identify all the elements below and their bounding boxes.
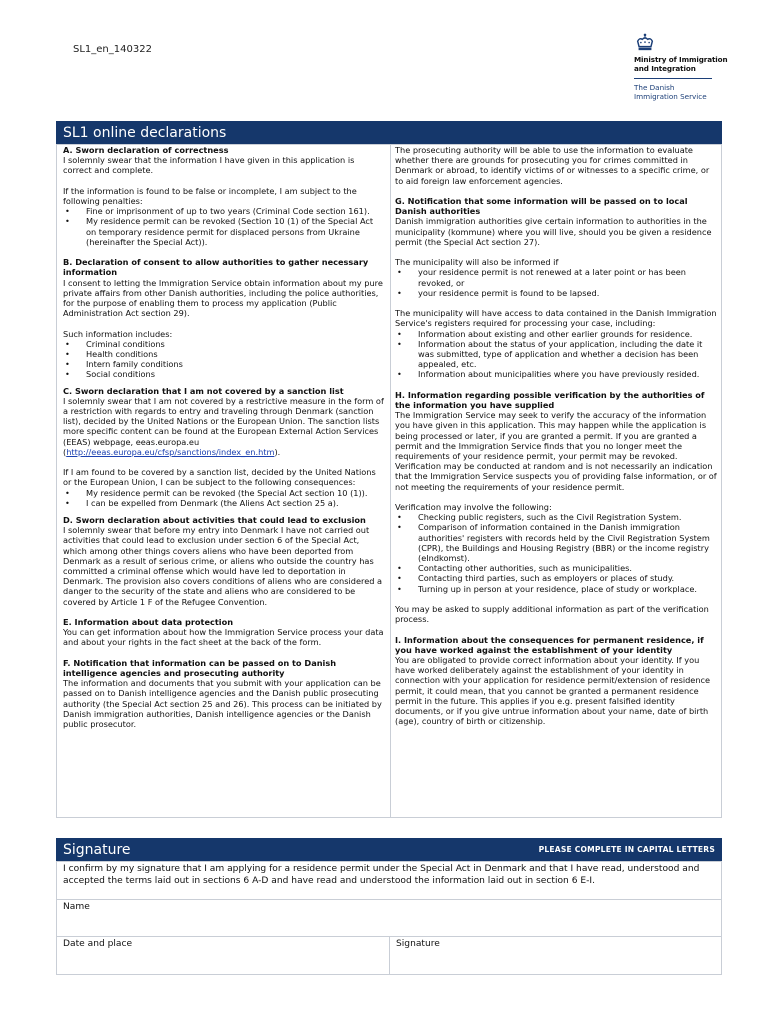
- section-e-heading: E. Information about data protection: [63, 617, 234, 628]
- section-h-verification-list: [395, 512, 718, 594]
- section-c-consequences-list: [63, 488, 385, 508]
- section-c-heading: C. Sworn declaration that I am not covered by a sanction list: [63, 385, 344, 396]
- section-c-consequences-intro: If I am found to be covered by a sanction list, decided by the United Nations or the European Union, I can be subject to the following consequences:: [63, 467, 376, 488]
- signature-box: [56, 861, 722, 975]
- section-g-informed-list: [395, 267, 718, 298]
- section-f-heading: F. Notification that information can be passed on to Danish intelligence agencies and prosecuting authority: [63, 657, 337, 679]
- list-item: • your residence permit is not renewed at a later point or has been revoked, or: [395, 267, 718, 287]
- list-item: • Intern family conditions: [63, 359, 385, 369]
- section-g-access-list: [395, 329, 718, 380]
- ministry-name-line1: Ministry of Immigration: [634, 55, 728, 64]
- list-item: • Contacting other authorities, such as municipalities.: [395, 563, 718, 573]
- section-g-heading: G. Notification that some information will be passed on to local Danish authorities: [395, 196, 688, 217]
- section-a-text: I solemnly swear that the information I have given in this application is correct and complete.: [63, 155, 355, 176]
- section-h-text: The Immigration Service may seek to verify the accuracy of the information you have given in this application. This may happen while the application is being processed or later, if you are granted a permit. If you are granted a permit and the Immigration Service finds that you no longer meet the requirements of your residence permit, your permit may be revoked. Verification may be conducted at random and is not necessarily an indication that the Immigration Service suspects you of providing false information, or of not meeting the requirements of your residence permit.: [395, 410, 717, 492]
- service-name-line1: The Danish: [634, 83, 675, 92]
- list-item: • Turning up in person at your residence, place of study or workplace.: [395, 584, 718, 594]
- section-a-penalties-list: [63, 206, 385, 247]
- list-item: • Social conditions: [63, 369, 385, 379]
- section-d-text: I solemnly swear that before my entry into Denmark I have not carried out activities that could lead to exclusion under section 6 of the Special Act, which among other things covers aliens who have been deported from Denmark as a result of serious crime, or aliens who outside the country has committed a criminal offense which would have led to deportation in Denmark. The provision also covers conditions of aliens who are considered a danger to the security of the state and aliens who are considered to be covered by Article 1 F of the Refugee Convention.: [63, 525, 383, 607]
- section-b-text: I consent to letting the Immigration Service obtain information about my pure private affairs from other Danish authorities, including the police authorities, for the purpose of enabling them to process my application (Public Administration Act section 29).: [63, 277, 383, 319]
- signature-statement: I confirm by my signature that I am applying for a residence permit under the Special Act in Denmark and that I have read, understood and accepted the terms laid out in sections 6 A-D and have read and understood the information laid out in section 6 E-I.: [63, 864, 700, 886]
- declarations-left-column: [63, 145, 385, 729]
- signature-title: Signature: [63, 841, 131, 858]
- link-open-paren: (: [63, 446, 67, 457]
- list-item: • Health conditions: [63, 349, 385, 359]
- signature-field[interactable]: [390, 937, 721, 975]
- section-a-heading: A. Sworn declaration of correctness: [63, 145, 229, 155]
- name-label: Name: [63, 902, 90, 912]
- section-c-text: I solemnly swear that I am not covered by a restrictive measure in the form of a restriction with regards to entry and traveling through Denmark (sanction list), decided by the United Nations or the European Union. The sanction lists more specific content can be found at the European External Action Services (EEAS) webpage, eeas.europa.eu: [63, 395, 384, 447]
- list-item: • Checking public registers, such as the Civil Registration System.: [395, 512, 718, 522]
- capital-letters-note: PLEASE COMPLETE IN CAPITAL LETTERS: [538, 845, 715, 854]
- list-item: • Comparison of information contained in the Danish immigration authorities' registers with records held by the Civil Registration System (CPR), the Buildings and Housing Registry (BBR) or the income registry (eIndkomst).: [395, 522, 718, 563]
- section-g-informed-intro: The municipality will also be informed if: [395, 257, 559, 268]
- list-item: • Criminal conditions: [63, 339, 385, 349]
- section-i-heading: I. Information about the consequences for permanent residence, if you have worked against the establishment of your identity: [395, 634, 704, 655]
- section-a-penalties-intro: If the information is found to be false or incomplete, I am subject to the following penalties:: [63, 185, 357, 206]
- date-place-label: Date and place: [63, 939, 133, 949]
- section-b-list-intro: Such information includes:: [63, 328, 173, 339]
- list-item: • Information about municipalities where you have previously resided.: [395, 369, 718, 379]
- declarations-right-column: [395, 145, 718, 726]
- date-place-field[interactable]: [57, 937, 389, 975]
- section-e-text: You can get information about how the Immigration Service process your data and about your rights in the fact sheet at the back of the form.: [63, 627, 384, 648]
- list-item: • Information about existing and other earlier grounds for residence.: [395, 329, 718, 339]
- section-g-access-intro: The municipality will have access to data contained in the Danish Immigration Service's registers required for processing your case, including:: [395, 308, 717, 329]
- section-h-additional-info: You may be asked to supply additional information as part of the verification process.: [395, 604, 709, 625]
- declarations-title: SL1 online declarations: [63, 124, 227, 141]
- list-item: • I can be expelled from Denmark (the Aliens Act section 25 a).: [63, 498, 385, 508]
- signature-label: Signature: [396, 939, 440, 949]
- section-g-text: Danish immigration authorities give certain information to authorities in the municipality (kommune) where you will live, should you be given a residence permit (the Special Act section 27).: [395, 216, 712, 247]
- declarations-header: [56, 121, 722, 144]
- section-c-link-line: [63, 447, 385, 457]
- section-b-info-list: [63, 339, 385, 380]
- list-item: • your residence permit is found to be lapsed.: [395, 288, 718, 298]
- section-f-text: The information and documents that you submit with your application can be passed on to Danish intelligence agencies and the Danish public prosecuting authority (the Special Act section 25 and 26). This process can be initiated by Danish immigration authorities, Danish intelligence agencies or the Danish public prosecutor.: [63, 678, 382, 730]
- column-divider: [390, 145, 391, 817]
- link-close-paren: ).: [274, 446, 281, 457]
- section-d-heading: D. Sworn declaration about activities that could lead to exclusion: [63, 515, 366, 526]
- ministry-logo: [634, 32, 759, 101]
- date-signature-row: [57, 936, 721, 974]
- service-name-line2: Immigration Service: [634, 92, 707, 101]
- signature-header: [56, 838, 722, 861]
- list-item: • My residence permit can be revoked (the Special Act section 10 (1)).: [63, 488, 385, 498]
- list-item: • My residence permit can be revoked (Section 10 (1) of the Special Act on temporary residence permit for displaced persons from Ukraine (hereinafter the Special Act)).: [63, 216, 385, 247]
- eeas-sanctions-link[interactable]: http://eeas.europa.eu/cfsp/sanctions/index_en.htm: [66, 446, 275, 457]
- section-i-text: You are obligated to provide correct information about your identity. If you have worked deliberately against the establishment of your identity in connection with your application for residence permit/extension of residence permit, it could mean, that you cannot be granted a permanent residence permit in the future. This applies if you e.g. present falsified identity documents, or if you give untrue information about your name, date of birth (age), country of birth or citizenship.: [395, 655, 711, 727]
- section-h-heading: H. Information regarding possible verification by the authorities of the information you have supplied: [395, 389, 705, 411]
- logo-divider: [634, 78, 712, 79]
- section-h-verification-intro: Verification may involve the following:: [395, 502, 552, 513]
- section-b-heading: B. Declaration of consent to allow authorities to gather necessary information: [63, 257, 369, 278]
- section-f-text-continued: The prosecuting authority will be able to use the information to evaluate whether there are grounds for prosecuting you for crimes committed in Denmark or abroad, to identify victims of or witnesses to a specific crime, or to aid foreign law enforcement agencies.: [395, 145, 710, 186]
- name-field[interactable]: [57, 899, 721, 936]
- list-item: • Fine or imprisonment of up to two years (Criminal Code section 161).: [63, 206, 385, 216]
- declarations-box: [56, 144, 722, 818]
- list-item: • Information about the status of your application, including the date it was submitted, type of application and whether a decision has been appealed, etc.: [395, 339, 718, 370]
- ministry-name-line2: and Integration: [634, 64, 696, 73]
- document-code: SL1_en_140322: [73, 44, 152, 55]
- crown-icon: [634, 32, 656, 54]
- list-item: • Contacting third parties, such as employers or places of study.: [395, 573, 718, 583]
